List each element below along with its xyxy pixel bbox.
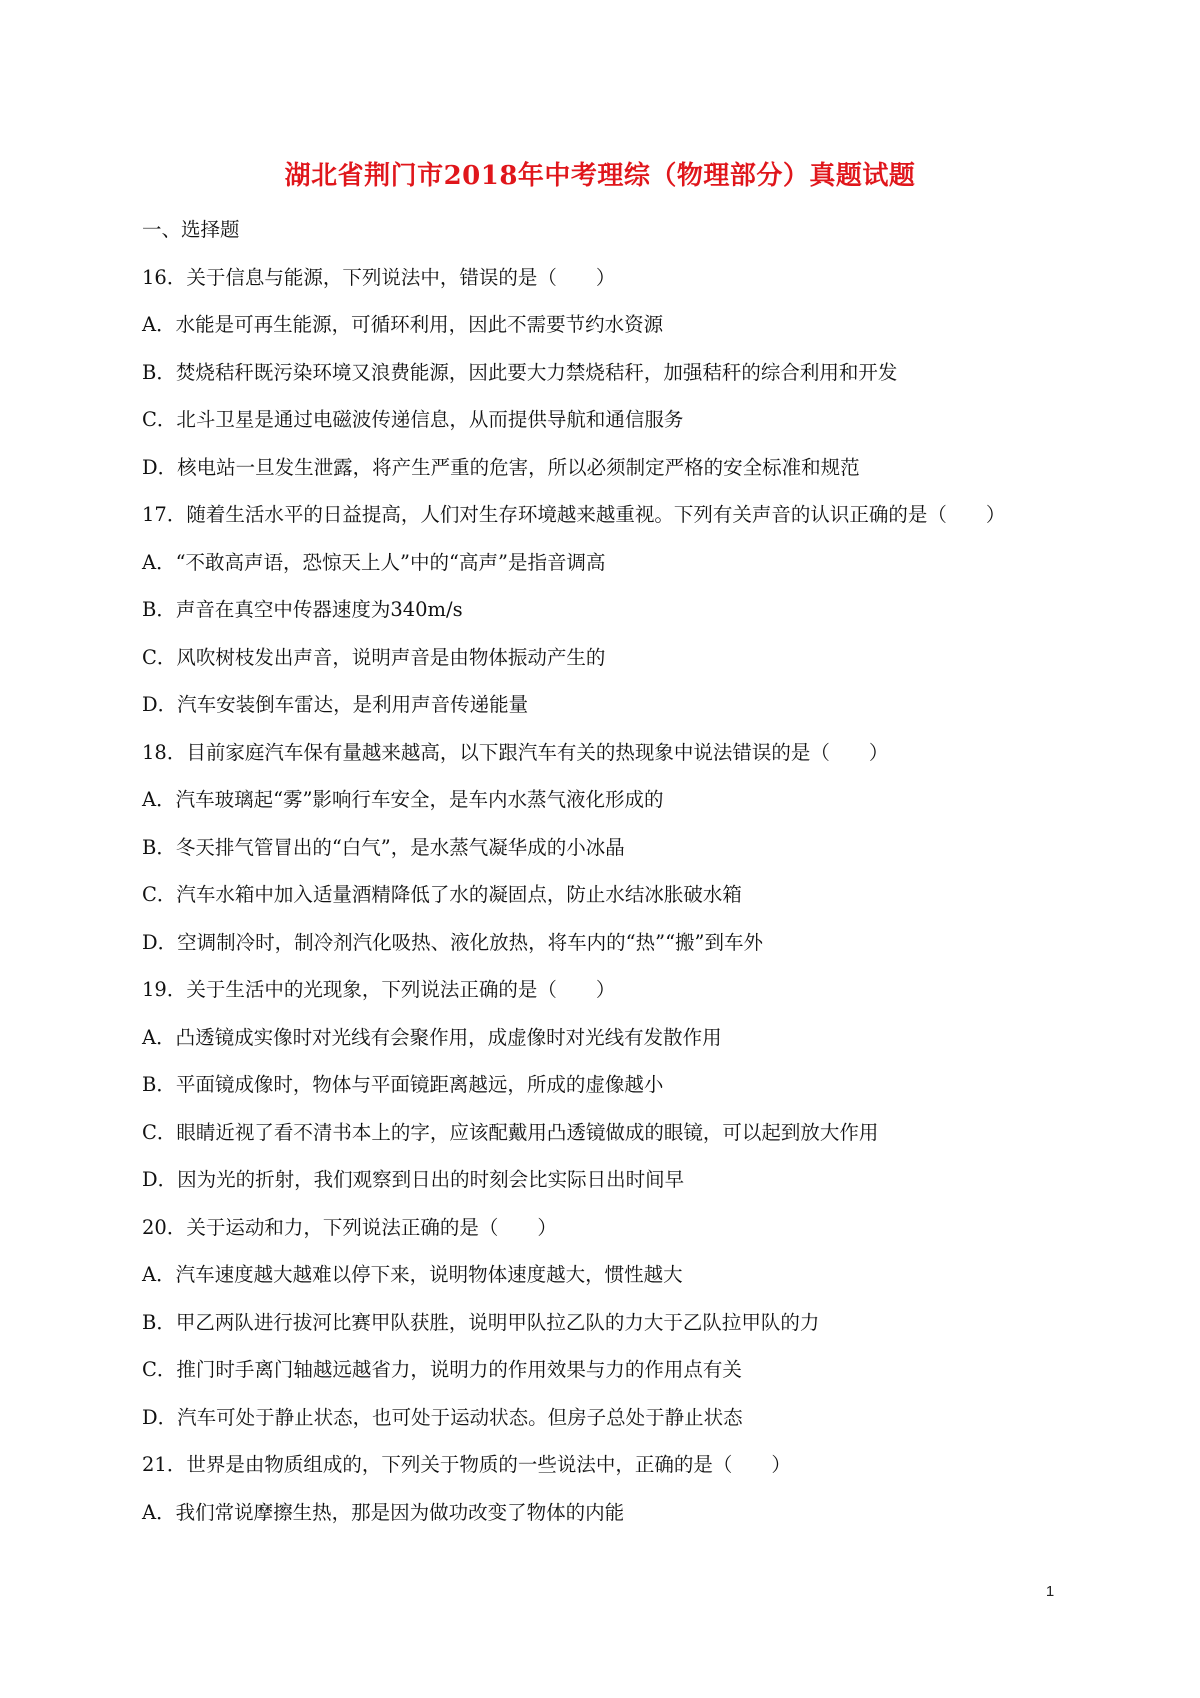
question-19-stem: 19．关于生活中的光现象，下列说法正确的是（ ） bbox=[142, 978, 616, 1001]
question-18-stem: 18．目前家庭汽车保有量越来越高，以下跟汽车有关的热现象中说法错误的是（ ） bbox=[142, 740, 889, 764]
question-18-option-d: D．空调制冷时，制冷剂汽化吸热、液化放热，将车内的“热”“搬”到车外 bbox=[142, 930, 764, 954]
question-21-option-a: A．我们常说摩擦生热，那是因为做功改变了物体的内能 bbox=[142, 1500, 625, 1524]
question-18-option-a: A．汽车玻璃起“雾”影响行车安全，是车内水蒸气液化形成的 bbox=[142, 788, 664, 811]
question-17-option-b: B．声音在真空中传器速度为340m/s bbox=[142, 598, 463, 621]
document-body bbox=[142, 212, 1102, 1542]
question-18-option-c: C．汽车水箱中加入适量酒精降低了水的凝固点，防止水结冰胀破水箱 bbox=[142, 883, 742, 906]
question-19-option-c: C．眼睛近视了看不清书本上的字，应该配戴用凸透镜做成的眼镜，可以起到放大作用 bbox=[142, 1120, 879, 1144]
question-18-option-b: B．冬天排气管冒出的“白气”，是水蒸气凝华成的小冰晶 bbox=[142, 835, 625, 859]
question-20-option-d: D．汽车可处于静止状态，也可处于运动状态。但房子总处于静止状态 bbox=[142, 1405, 743, 1429]
question-19-option-b: B．平面镜成像时，物体与平面镜距离越远，所成的虚像越小 bbox=[142, 1073, 664, 1096]
question-17-option-d: D．汽车安装倒车雷达，是利用声音传递能量 bbox=[142, 693, 529, 716]
question-16-option-c: C．北斗卫星是通过电磁波传递信息，从而提供导航和通信服务 bbox=[142, 408, 684, 431]
question-20-option-a: A．汽车速度越大越难以停下来，说明物体速度越大，惯性越大 bbox=[142, 1263, 683, 1286]
question-20-option-c: C．推门时手离门轴越远越省力，说明力的作用效果与力的作用点有关 bbox=[142, 1358, 742, 1381]
question-20-option-b: B．甲乙两队进行拔河比赛甲队获胜，说明甲队拉乙队的力大于乙队拉甲队的力 bbox=[142, 1310, 820, 1334]
question-16-option-b: B．焚烧秸秆既污染环境又浪费能源，因此要大力禁烧秸秆，加强秸秆的综合利用和开发 bbox=[142, 360, 898, 384]
question-17-option-a: A．“不敢高声语，恐惊天上人”中的“高声”是指音调高 bbox=[142, 550, 606, 574]
question-19-option-a: A．凸透镜成实像时对光线有会聚作用，成虚像时对光线有发散作用 bbox=[142, 1025, 722, 1049]
question-20-stem: 20．关于运动和力，下列说法正确的是（ ） bbox=[142, 1215, 557, 1239]
page-title: 湖北省荆门市2018年中考理综（物理部分）真题试题 bbox=[284, 161, 916, 191]
question-16-stem: 16．关于信息与能源，下列说法中，错误的是（ ） bbox=[142, 265, 616, 289]
question-17-stem: 17．随着生活水平的日益提高，人们对生存环境越来越重视。下列有关声音的认识正确的是（ ） bbox=[142, 503, 1006, 526]
page-number: 1 bbox=[1045, 1583, 1055, 1600]
question-19-option-d: D．因为光的折射，我们观察到日出的时刻会比实际日出时间早 bbox=[142, 1168, 685, 1191]
question-21-stem: 21．世界是由物质组成的，下列关于物质的一些说法中，正确的是（ ） bbox=[142, 1453, 791, 1476]
question-16-option-a: A．水能是可再生能源，可循环利用，因此不需要节约水资源 bbox=[142, 313, 664, 336]
question-16-option-d: D．核电站一旦发生泄露，将产生严重的危害，所以必须制定严格的安全标准和规范 bbox=[142, 455, 860, 479]
question-17-option-c: C．风吹树枝发出声音，说明声音是由物体振动产生的 bbox=[142, 645, 606, 669]
section-heading: 一、选择题 bbox=[142, 218, 240, 241]
